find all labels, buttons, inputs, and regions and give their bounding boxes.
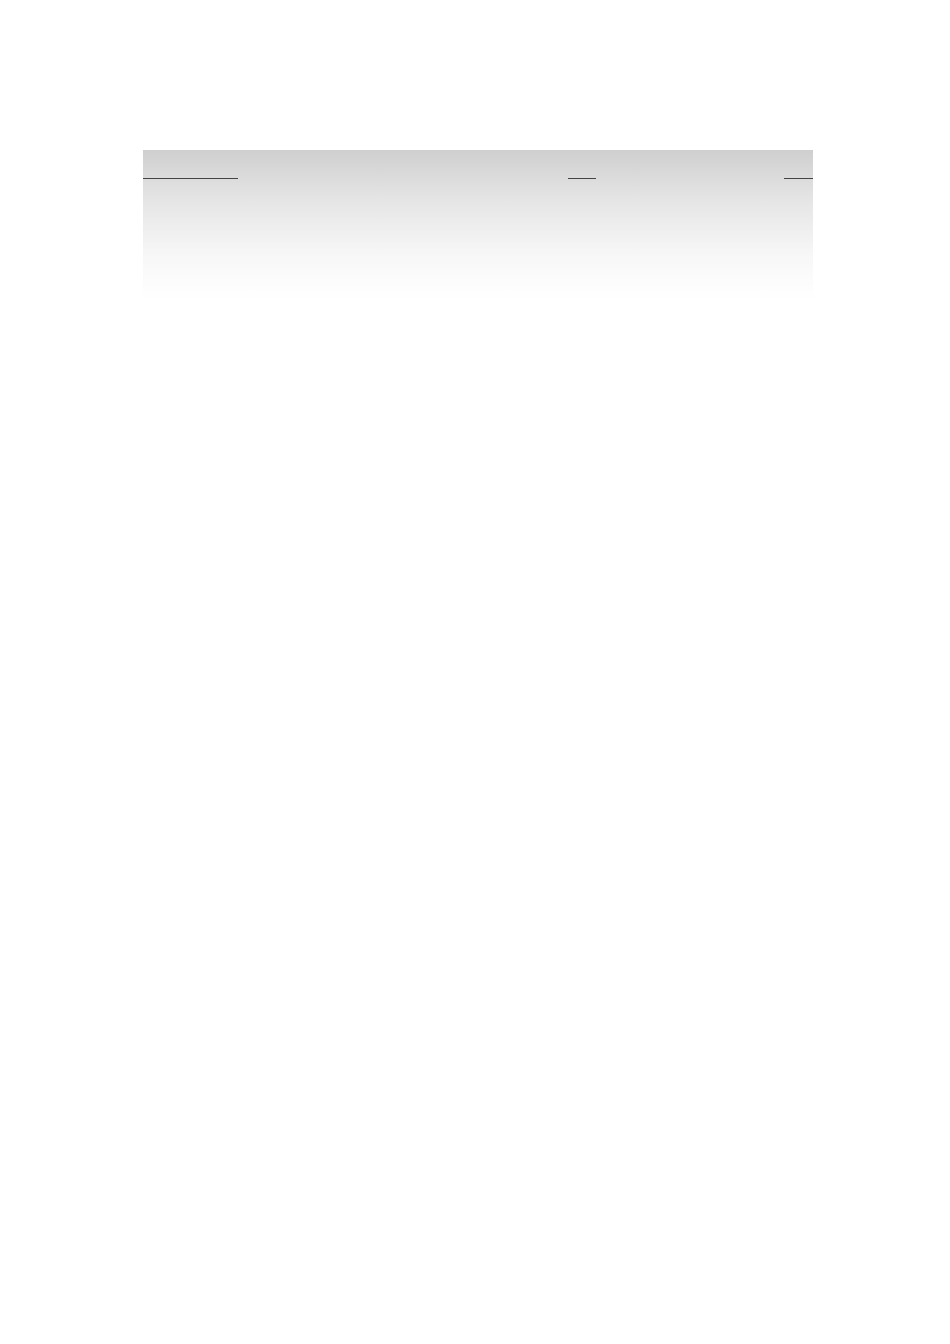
section-banner <box>143 150 813 300</box>
banner-rule-right <box>784 178 813 179</box>
banner-rule-middle <box>568 178 596 179</box>
banner-rule-left <box>143 178 238 179</box>
